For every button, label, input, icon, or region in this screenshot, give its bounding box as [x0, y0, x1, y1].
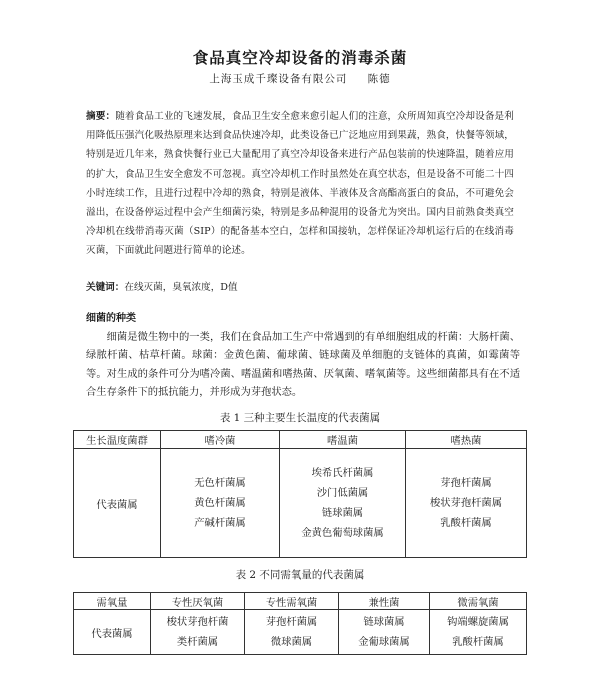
table2-header-cell: 微需氧菌: [430, 593, 527, 610]
table1-header-cell: 嗜热菌: [406, 431, 527, 449]
table1-cell: [406, 449, 527, 558]
table2-item: 链球菌属: [363, 616, 405, 628]
table1-item: 金黄色葡萄球菌属: [301, 527, 384, 539]
table2-header-cell: 专性厌氧菌: [151, 593, 245, 610]
table1-item: 乳酸杆菌属: [440, 517, 492, 529]
abstract: [86, 107, 514, 261]
table1-caption: 表 1 三种主要生长温度的代表菌属: [219, 412, 381, 424]
author-affiliation: 上海玉成千璨设备有限公司: [209, 73, 348, 85]
table1-item: 产碱杆菌属: [194, 517, 246, 529]
table1-item: 沙门低菌属: [316, 487, 369, 499]
body-paragraph: 细菌是微生物中的一类，我们在食品加工生产中常遇到的有单细胞组成的杆菌：大肠杆菌、绿脓杆菌、枯草杆菌。球菌：金黄色菌、葡球菌、链球菌及单细胞的支链体的真菌，如霉菌等等。对生成的条件可分为嗜冷菌、嗜温菌和嗜热菌、厌氧菌、嗜氧菌等。这些细菌都具有在不适合生存条件下的抵抗能力，并形成为芽孢状态。: [86, 331, 520, 398]
paper-title: 食品真空冷却设备的消毒杀菌: [192, 49, 408, 67]
table2-header-cell: 专性需氧菌: [245, 593, 339, 610]
keywords: [86, 279, 514, 297]
abstract-label: 摘要：: [86, 111, 116, 122]
table2-item: 微球菌属: [270, 636, 313, 648]
table1-cell: [280, 449, 406, 558]
table2-cell: [430, 610, 527, 655]
table2-header-cell: 兼性菌: [339, 593, 430, 610]
author-line: [0, 71, 600, 86]
table1-item: 链球菌属: [321, 507, 364, 519]
table1-item: 芽孢杆菌属: [440, 477, 492, 489]
table1-item: 梭状芽孢杆菌属: [429, 497, 503, 509]
table2: [73, 592, 527, 655]
keywords-label: 关键词：: [86, 282, 125, 293]
table2-item: 乳酸杆菌属: [452, 636, 504, 648]
table2-item: 金葡球菌属: [358, 636, 410, 648]
table1-header-cell: 嗜冷菌: [161, 431, 280, 449]
table1-header-cell: 生长温度菌群: [74, 431, 161, 449]
table2-item: 芽孢杆菌属: [265, 616, 318, 628]
table2-row-label: 代表菌属: [74, 610, 151, 655]
table1-item: 黄色杆菌属: [194, 497, 246, 509]
table2-caption: 表 2 不同需氧量的代表菌属: [235, 569, 365, 581]
table1: [73, 430, 527, 558]
keywords-text: 在线灭菌，臭氧浓度，D值: [124, 282, 238, 293]
table1-item: 无色杆菌属: [194, 477, 246, 489]
table1-cell: [161, 449, 280, 558]
table2-item: 类杆菌属: [176, 636, 219, 648]
table1-header-cell: 嗜温菌: [280, 431, 406, 449]
table2-cell: [339, 610, 430, 655]
table2-item: 梭状芽孢杆菌: [166, 616, 229, 628]
table1-row-label: 代表菌属: [74, 449, 161, 558]
table2-header-cell: 需氧量: [74, 593, 151, 610]
table2-cell: [151, 610, 245, 655]
abstract-text: 随着食品工业的飞速发展，食品卫生安全愈来愈引起人们的注意，众所周知真空冷却设备是利用降低压强汽化吸热原理来达到食品快速冷却，此类设备已广泛地应用到果蔬，熟食，快餐等领域，特别是近几年来，熟食快餐行业已大量配用了真空冷却设备来进行产品包装前的快速降温，随着应用的扩大，食品卫生安全愈发不可忽视。真空冷却机工作时虽然处在真空状态，但是设备不可能二十四小时连续工作，且进行过程中冷却的熟食，特别是液体、半液体及含高酯高蛋白的食品，不可避免会溢出，在设备停运过程中会产生细菌污染，特别是多品种混用的设备尤为突出。国内目前熟食类真空冷却机在线带消毒灭菌（SIP）的配备基本空白，怎样和国接轨，怎样保证冷却机运行后的在线消毒灭菌，下面就此问题进行简单的论述。: [86, 111, 514, 257]
section-heading: 细菌的种类: [86, 313, 136, 324]
table2-cell: [245, 610, 339, 655]
table2-item: 钩端螺旋菌属: [447, 616, 509, 628]
table1-item: 埃希氏杆菌属: [311, 467, 374, 479]
author-name: 陈德: [367, 73, 391, 85]
